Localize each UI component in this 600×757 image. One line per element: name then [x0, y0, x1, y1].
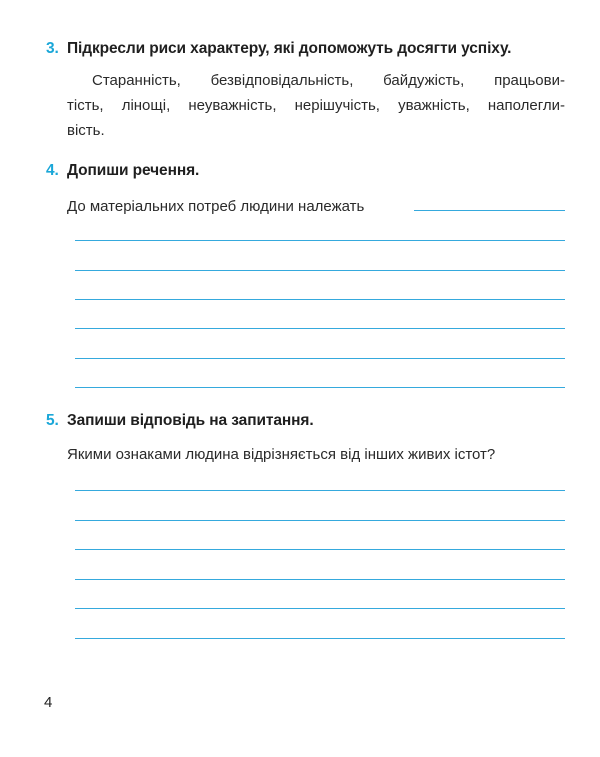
task-4-answer-line[interactable] [75, 270, 565, 271]
task-4-number: 4. [46, 162, 59, 179]
task-4-answer-line[interactable] [75, 299, 565, 300]
task-4-answer-line[interactable] [75, 240, 565, 241]
task-4-heading [46, 162, 566, 180]
task-4-answer-line[interactable] [75, 328, 565, 329]
task-3-line-3: вість. [67, 122, 105, 139]
task-4-title: Допиши речення. [67, 162, 200, 179]
task-5-prompt: Якими ознаками людина відрізняється від інших живих істот? [67, 446, 496, 463]
task-3-line-1: Старанність, безвідповідальність, байдужість, працьови- [92, 72, 565, 89]
task-3-title: Підкресли риси характеру, які допоможуть досягти успіху. [67, 40, 512, 57]
task-4-answer-line[interactable] [75, 387, 565, 388]
task-5-answer-line[interactable] [75, 638, 565, 639]
task-4-answer-line-inline[interactable] [414, 210, 565, 211]
task-4-answer-line[interactable] [75, 358, 565, 359]
task-5-answer-line[interactable] [75, 549, 565, 550]
task-5-answer-line[interactable] [75, 608, 565, 609]
task-5-title: Запиши відповідь на запитання. [67, 412, 314, 429]
task-5-answer-line[interactable] [75, 520, 565, 521]
task-5-answer-line[interactable] [75, 579, 565, 580]
task-3-line-2: тість, лінощі, неуважність, нерішучість, уважність, наполегли- [67, 97, 565, 114]
task-5-heading [46, 412, 566, 430]
page-number: 4 [44, 694, 53, 711]
task-4-prompt: До матеріальних потреб людини належать [67, 198, 365, 215]
task-3-heading [46, 40, 566, 58]
task-3-number: 3. [46, 40, 59, 57]
task-5-number: 5. [46, 412, 59, 429]
task-5-answer-line[interactable] [75, 490, 565, 491]
